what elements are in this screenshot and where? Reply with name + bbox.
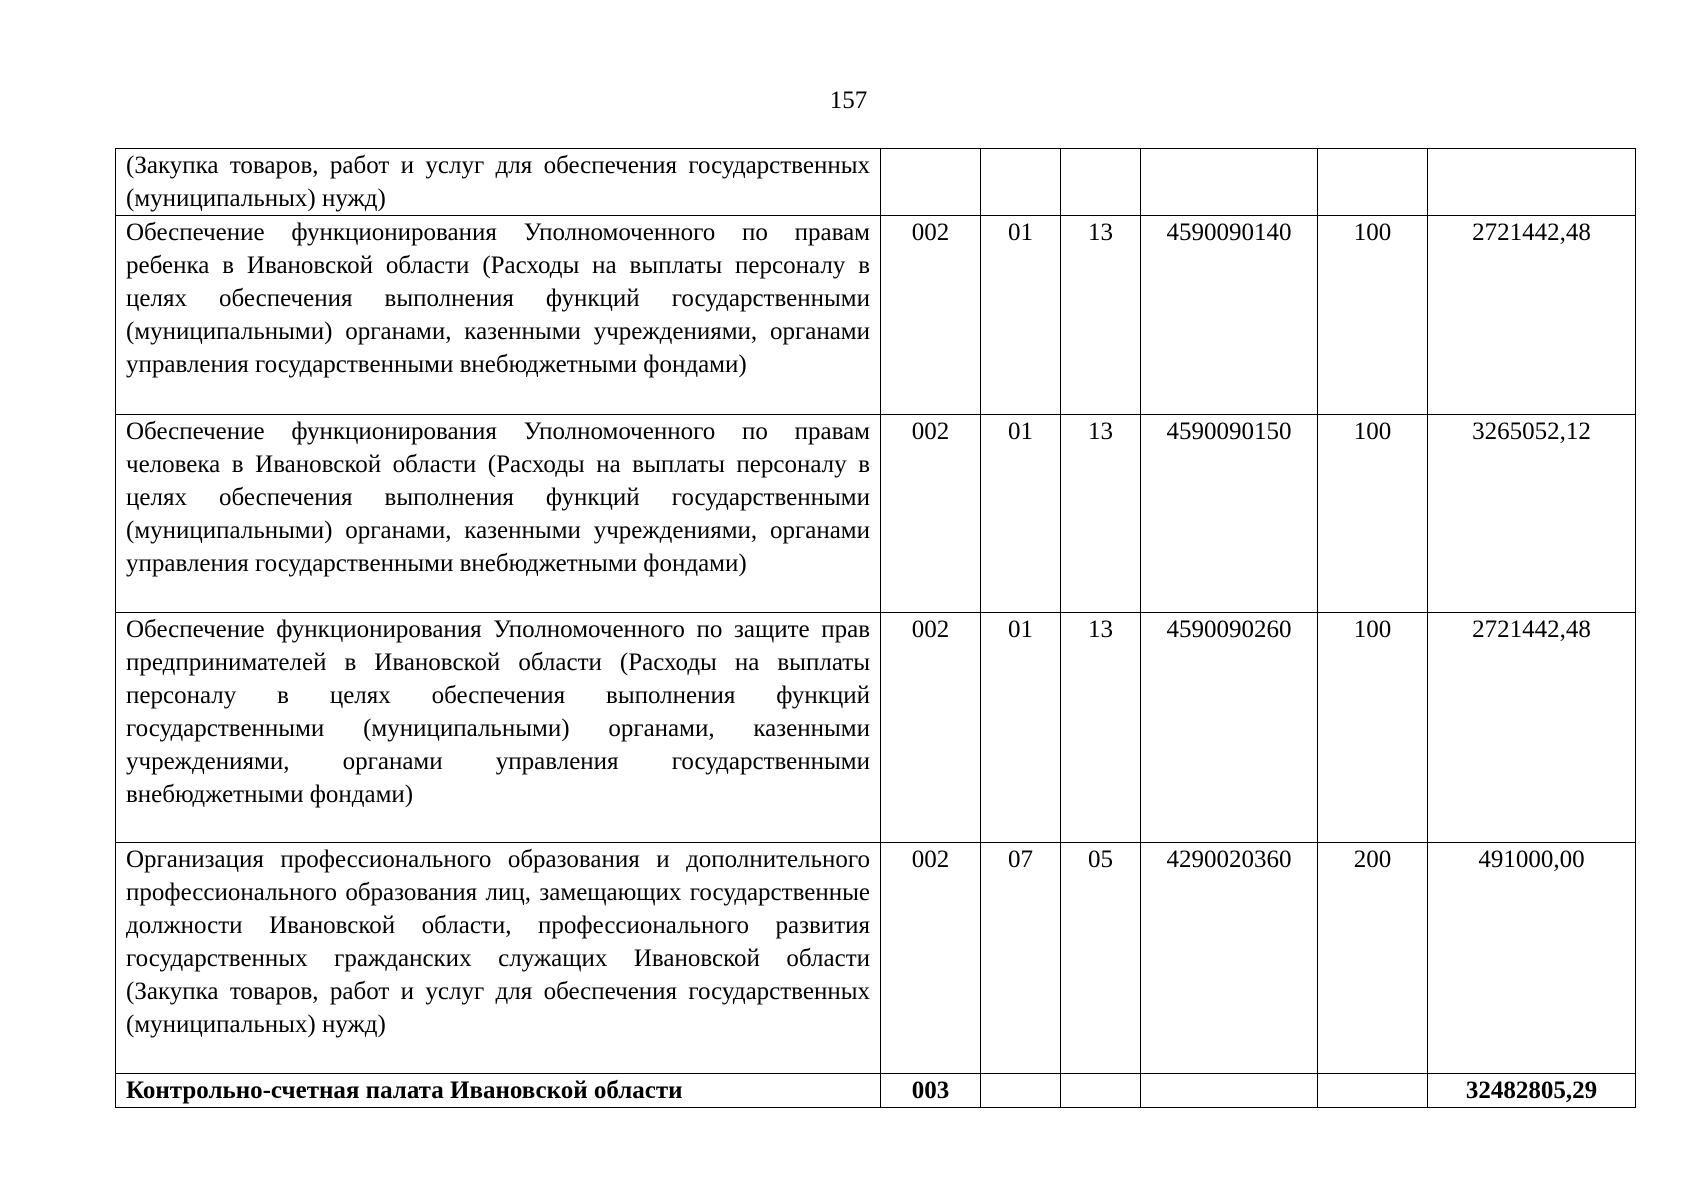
- section-code-cell: [981, 149, 1061, 216]
- section-code-cell: 01: [981, 613, 1061, 843]
- table-row: [116, 843, 1636, 1074]
- subsection-code-cell: 13: [1061, 415, 1141, 613]
- section-code-cell: 01: [981, 216, 1061, 415]
- ministry-code-cell: 003: [881, 1074, 981, 1108]
- table-row: [116, 415, 1636, 613]
- expense-type-cell: [1318, 149, 1428, 216]
- ministry-code-cell: 002: [881, 216, 981, 415]
- expense-type-cell: 100: [1318, 415, 1428, 613]
- total-amount-cell: 32482805,29: [1428, 1074, 1636, 1108]
- amount-cell: [1428, 149, 1636, 216]
- ministry-code-cell: 002: [881, 843, 981, 1074]
- target-article-cell: [1141, 149, 1318, 216]
- organization-name-cell: Контрольно-счетная палата Ивановской области: [116, 1074, 881, 1108]
- amount-cell: 3265052,12: [1428, 415, 1636, 613]
- expense-type-cell: [1318, 1074, 1428, 1108]
- subsection-code-cell: 13: [1061, 613, 1141, 843]
- expense-name-cell: (Закупка товаров, работ и услуг для обеспечения государственных (муниципальных) нужд): [116, 149, 881, 216]
- budget-table: [115, 148, 1636, 1108]
- expense-type-cell: 200: [1318, 843, 1428, 1074]
- ministry-code-cell: [881, 149, 981, 216]
- subsection-code-cell: 05: [1061, 843, 1141, 1074]
- amount-cell: 2721442,48: [1428, 216, 1636, 415]
- section-code-cell: 07: [981, 843, 1061, 1074]
- target-article-cell: 4590090150: [1141, 415, 1318, 613]
- target-article-cell: [1141, 1074, 1318, 1108]
- target-article-cell: 4590090260: [1141, 613, 1318, 843]
- expense-type-cell: 100: [1318, 613, 1428, 843]
- section-code-cell: 01: [981, 415, 1061, 613]
- section-code-cell: [981, 1074, 1061, 1108]
- page-number: 157: [829, 87, 868, 114]
- amount-cell: 2721442,48: [1428, 613, 1636, 843]
- expense-name-cell: Организация профессионального образования и дополнительного профессионального образования лиц, замещающих государственные должности Ивановской области, профессионального развития государственных гражданских служащих Ивановской области (Закупка товаров, работ и услуг для обеспечения государственных (муниципальных) нужд): [116, 843, 881, 1074]
- ministry-code-cell: 002: [881, 613, 981, 843]
- target-article-cell: 4590090140: [1141, 216, 1318, 415]
- expense-type-cell: 100: [1318, 216, 1428, 415]
- total-row: [116, 1074, 1636, 1108]
- expense-name-cell: Обеспечение функционирования Уполномоченного по правам ребенка в Ивановской области (Расходы на выплаты персоналу в целях обеспечения выполнения функций государственными (муниципальными) органами, казенными учреждениями, органами управления государственными внебюджетными фондами): [116, 216, 881, 415]
- target-article-cell: 4290020360: [1141, 843, 1318, 1074]
- table-row: [116, 149, 1636, 216]
- expense-name-cell: Обеспечение функционирования Уполномоченного по правам человека в Ивановской области (Расходы на выплаты персоналу в целях обеспечения выполнения функций государственными (муниципальными) органами, казенными учреждениями, органами управления государственными внебюджетными фондами): [116, 415, 881, 613]
- table-row: [116, 613, 1636, 843]
- subsection-code-cell: 13: [1061, 216, 1141, 415]
- subsection-code-cell: [1061, 149, 1141, 216]
- subsection-code-cell: [1061, 1074, 1141, 1108]
- expense-name-cell: Обеспечение функционирования Уполномоченного по защите прав предпринимателей в Ивановской области (Расходы на выплаты персоналу в целях обеспечения выполнения функций государственными (муниципальными) органами, казенными учреждениями, органами управления государственными внебюджетными фондами): [116, 613, 881, 843]
- ministry-code-cell: 002: [881, 415, 981, 613]
- table-row: [116, 216, 1636, 415]
- amount-cell: 491000,00: [1428, 843, 1636, 1074]
